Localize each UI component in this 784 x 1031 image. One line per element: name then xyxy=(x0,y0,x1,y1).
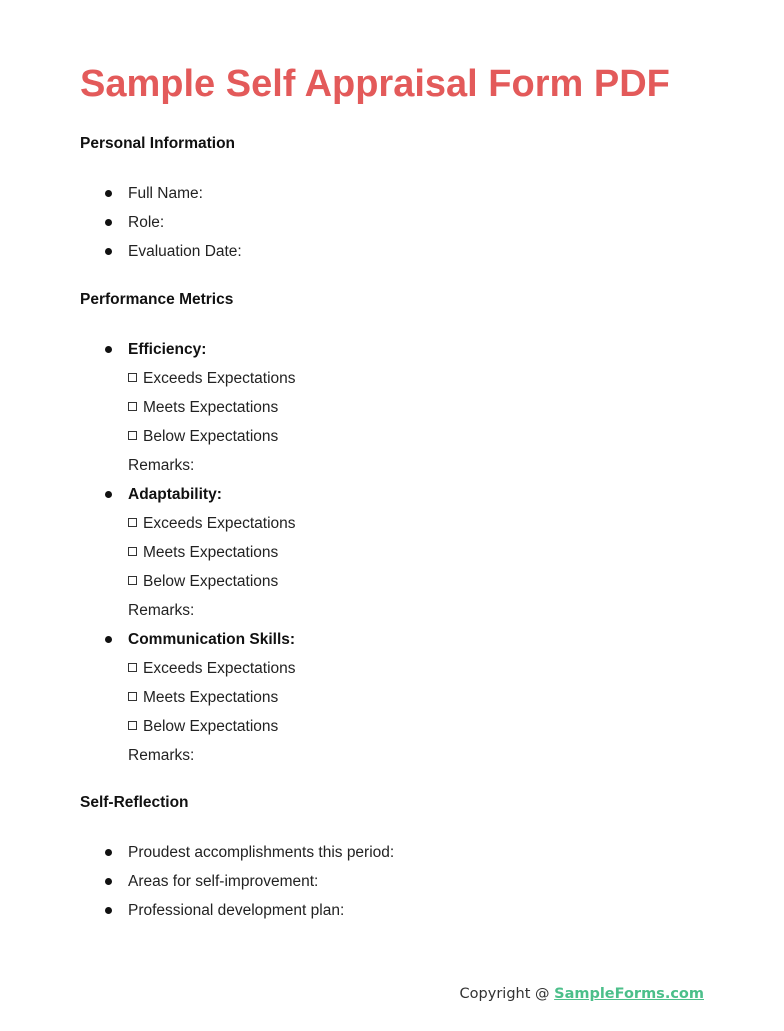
list-item-label: Proudest accomplishments this period: xyxy=(128,844,395,861)
rating-option-exceeds[interactable] xyxy=(80,364,296,393)
metric-efficiency xyxy=(80,335,296,364)
checkbox-icon[interactable] xyxy=(128,402,137,411)
rating-option-meets[interactable] xyxy=(80,538,296,567)
list-item-label: Full Name: xyxy=(128,185,203,202)
list-item-full-name xyxy=(80,179,242,208)
rating-option-meets[interactable] xyxy=(80,393,296,422)
option-label: Meets Expectations xyxy=(143,399,279,416)
checkbox-icon[interactable] xyxy=(128,547,137,556)
metric-label: Adaptability: xyxy=(128,486,222,503)
copyright-text: Copyright @ xyxy=(459,986,555,1002)
list-item-development-plan xyxy=(80,896,394,925)
brand-link[interactable]: SampleForms.com xyxy=(554,986,704,1002)
performance-metrics-list xyxy=(80,335,296,770)
bullet-icon xyxy=(105,849,112,856)
list-item-label: Evaluation Date: xyxy=(128,243,242,260)
section-heading-personal-information: Personal Information xyxy=(80,135,236,152)
metric-adaptability xyxy=(80,480,296,509)
option-label: Exceeds Expectations xyxy=(143,515,296,532)
list-item-proudest-accomplishments xyxy=(80,838,394,867)
checkbox-icon[interactable] xyxy=(128,576,137,585)
checkbox-icon[interactable] xyxy=(128,518,137,527)
bullet-icon xyxy=(105,878,112,885)
metric-communication-skills xyxy=(80,625,296,654)
remarks-label: Remarks: xyxy=(128,457,195,474)
page-title: Sample Self Appraisal Form PDF xyxy=(80,63,670,105)
rating-option-below[interactable] xyxy=(80,712,296,741)
option-label: Meets Expectations xyxy=(143,689,279,706)
section-heading-performance-metrics: Performance Metrics xyxy=(80,291,234,308)
bullet-icon xyxy=(105,491,112,498)
checkbox-icon[interactable] xyxy=(128,721,137,730)
rating-option-below[interactable] xyxy=(80,567,296,596)
footer-copyright xyxy=(460,984,704,1004)
section-heading-self-reflection: Self-Reflection xyxy=(80,794,189,811)
remarks-label: Remarks: xyxy=(128,602,195,619)
bullet-icon xyxy=(105,219,112,226)
remarks-label: Remarks: xyxy=(128,747,195,764)
bullet-icon xyxy=(105,907,112,914)
list-item-label: Role: xyxy=(128,214,165,231)
metric-label: Communication Skills: xyxy=(128,631,296,648)
bullet-icon xyxy=(105,190,112,197)
list-item-label: Areas for self-improvement: xyxy=(128,873,319,890)
option-label: Below Expectations xyxy=(143,718,279,735)
list-item-label: Professional development plan: xyxy=(128,902,345,919)
checkbox-icon[interactable] xyxy=(128,692,137,701)
personal-information-list xyxy=(80,179,242,266)
metric-label: Efficiency: xyxy=(128,341,207,358)
checkbox-icon[interactable] xyxy=(128,431,137,440)
bullet-icon xyxy=(105,346,112,353)
rating-option-below[interactable] xyxy=(80,422,296,451)
rating-option-exceeds[interactable] xyxy=(80,654,296,683)
self-reflection-list xyxy=(80,838,394,925)
checkbox-icon[interactable] xyxy=(128,663,137,672)
option-label: Exceeds Expectations xyxy=(143,660,296,677)
rating-option-meets[interactable] xyxy=(80,683,296,712)
option-label: Exceeds Expectations xyxy=(143,370,296,387)
option-label: Meets Expectations xyxy=(143,544,279,561)
bullet-icon xyxy=(105,248,112,255)
list-item-areas-for-improvement xyxy=(80,867,394,896)
option-label: Below Expectations xyxy=(143,428,279,445)
checkbox-icon[interactable] xyxy=(128,373,137,382)
option-label: Below Expectations xyxy=(143,573,279,590)
rating-option-exceeds[interactable] xyxy=(80,509,296,538)
bullet-icon xyxy=(105,636,112,643)
list-item-role xyxy=(80,208,242,237)
list-item-evaluation-date xyxy=(80,237,242,266)
